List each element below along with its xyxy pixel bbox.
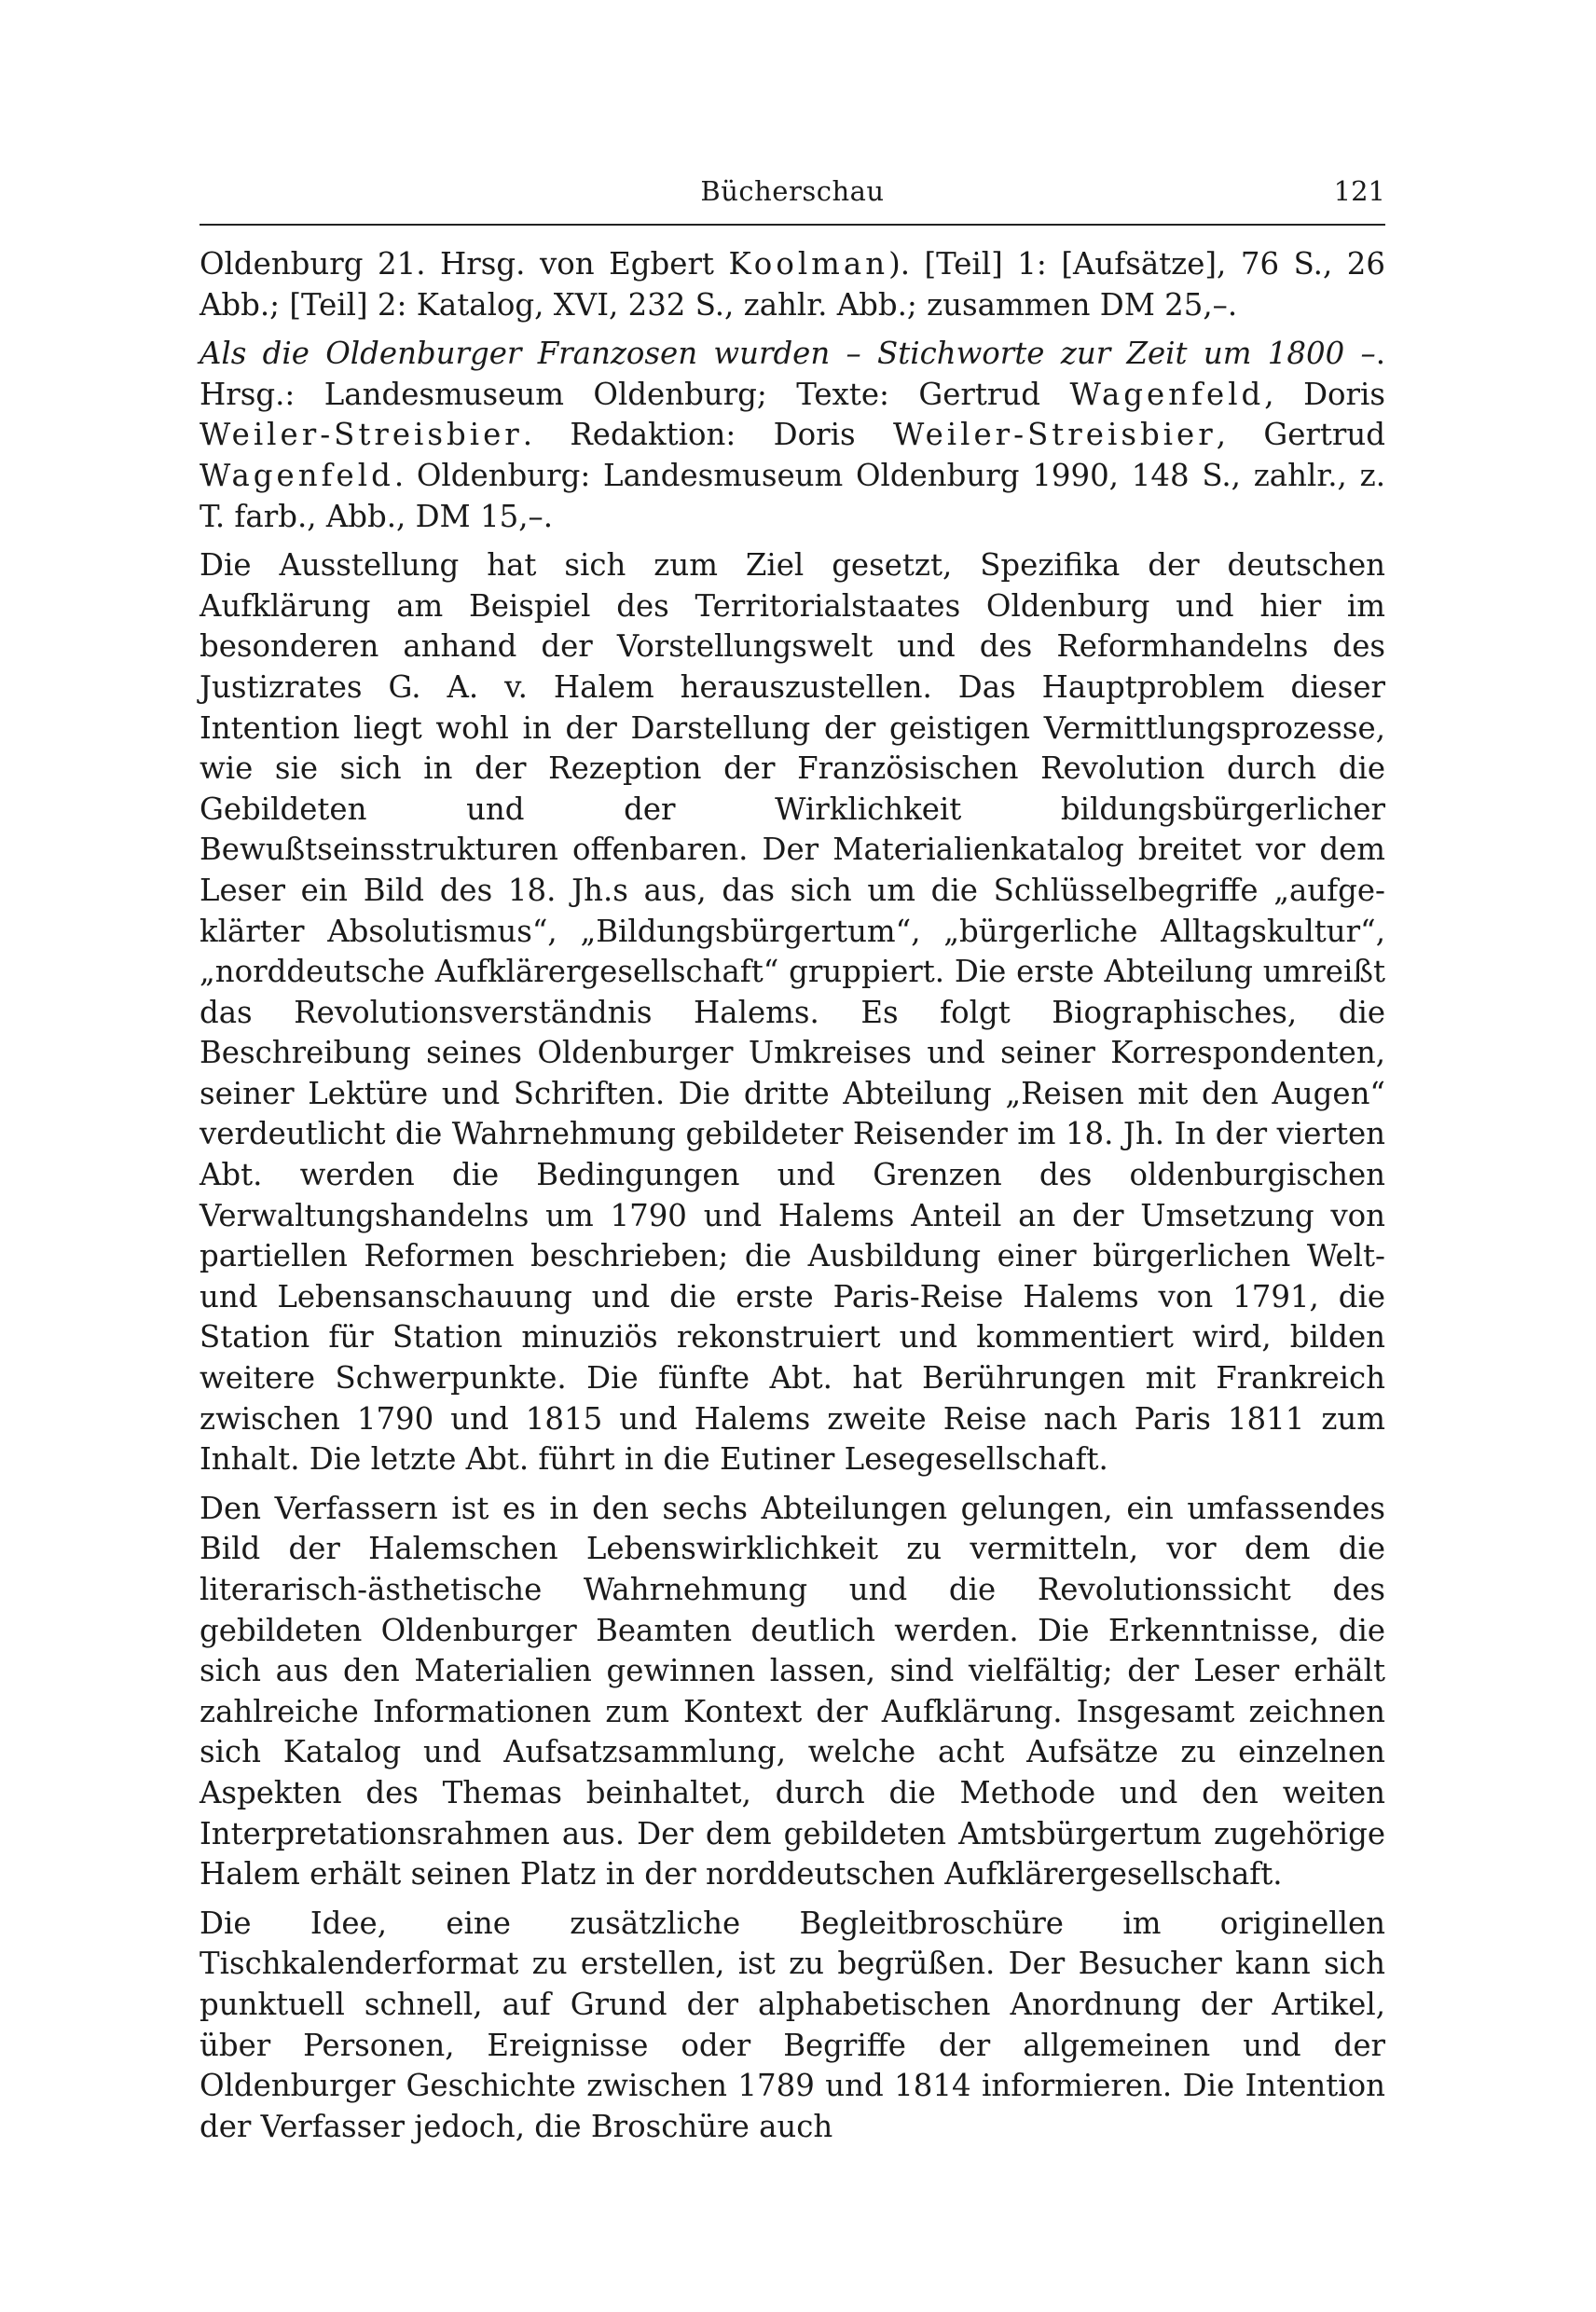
bib2-text-5: . Oldenburg: Landesmuseum Oldenburg 1990, 148 S., zahlr., z. T. farb., Abb., DM 15,–.	[200, 457, 1385, 534]
running-header	[200, 173, 1385, 218]
bib2-editor-1: Weiler-Streisbier	[892, 417, 1217, 453]
bibliographic-entry-2	[200, 334, 1385, 537]
bib2-title: Als die Oldenburger Franzosen wurden – Stichworte zur Zeit um 1800 –	[200, 336, 1376, 372]
bib1-editor: Koolman	[728, 246, 889, 282]
bib2-editor-2: Wagenfeld	[200, 457, 394, 493]
bib2-text-4: , Gertrud	[1216, 417, 1385, 453]
bib1-text-2: ). [Teil] 1: [Aufsätze], 76 S., 26 Abb.; [Teil] 2: Katalog, XVI, 232 S., zahlr. Abb.; zusammen DM 25,–.	[200, 246, 1385, 323]
bib1-text-1: Oldenburg 21. Hrsg. von Egbert	[200, 246, 729, 282]
bib2-author-2: Weiler-Streisbier	[200, 417, 523, 453]
page-number: 121	[1333, 175, 1385, 207]
bib2-text-2: , Doris	[1264, 376, 1386, 412]
bibliographic-entry-1	[200, 244, 1385, 325]
review-paragraph-1: Die Ausstellung hat sich zum Ziel gesetzt, Spezifika der deutschen Aufklärung am Beispiel des Territorialstaates Oldenburg und hier im besonderen anhand der Vorstellungswelt und des Reformhandelns des Justizrates G. A. v. Halem herauszustellen. Das Hauptproblem dieser Intention liegt wohl in der Darstellung der geistigen Vermittlungsprozesse, wie sie sich in der Rezeption der Französischen Revolution durch die Gebildeten und der Wirklichkeit bildungsbürgerlicher Bewußtseinsstrukturen offenbaren. Der Materialienkatalog breitet vor dem Leser ein Bild des 18. Jh.s aus, das sich um die Schlüsselbegriffe „aufgeklärter Absolutismus“, „Bildungsbürgertum“, „bürgerliche Alltagskultur“, „norddeutsche Aufklärergesellschaft“ gruppiert. Die erste Abteilung umreißt das Revolutionsverständnis Halems. Es folgt Biographisches, die Beschreibung seines Oldenburger Umkreises und seiner Korrespondenten, seiner Lektüre und Schriften. Die dritte Abteilung „Reisen mit den Augen“ verdeutlicht die Wahrnehmung gebildeter Reisender im 18. Jh. In der vierten Abt. werden die Bedingungen und Grenzen des oldenburgischen Verwaltungshandelns um 1790 und Halems Anteil an der Umsetzung von partiellen Reformen beschrieben; die Ausbildung einer bürgerlichen Welt- und Lebensanschauung und die erste Paris-Reise Halems von 1791, die Station für Station minuziös rekonstruiert und kommentiert wird, bilden weitere Schwerpunkte. Die fünfte Abt. hat Berührungen mit Frankreich zwischen 1790 und 1815 und Halems zweite Reise nach Paris 1811 zum Inhalt. Die letzte Abt. führt in die Eutiner Lesegesellschaft.	[200, 547, 1385, 1478]
bib2-text-1: . Hrsg.: Landesmuseum Oldenburg; Texte: Gertrud	[200, 336, 1385, 412]
running-title: Bücherschau	[700, 175, 885, 207]
bib2-author-1: Wagenfeld	[1069, 376, 1265, 412]
review-paragraph-2: Den Verfassern ist es in den sechs Abteilungen gelungen, ein umfassendes Bild der Halemschen Lebenswirklichkeit zu vermitteln, vor dem die literarisch-ästhetische Wahrnehmung und die Revolutionssicht des gebildeten Oldenburger Beamten deutlich werden. Die Erkenntnisse, die sich aus den Materialien gewinnen lassen, sind vielfältig; der Leser erhält zahlreiche Informationen zum Kontext der Aufklärung. Insgesamt zeichnen sich Katalog und Aufsatzsammlung, welche acht Aufsätze zu einzelnen Aspekten des Themas beinhaltet, durch die Methode und den weiten Interpretationsrahmen aus. Der dem gebildeten Amtsbürgertum zugehörige Halem erhält seinen Platz in der norddeutschen Aufklärergesellschaft.	[200, 1490, 1385, 1892]
bib2-text-3: . Redaktion: Doris	[522, 417, 893, 453]
page-body	[200, 244, 1385, 2155]
header-rule	[200, 224, 1385, 226]
review-paragraph-3: Die Idee, eine zusätzliche Begleitbroschüre im originellen Tischkalenderformat zu erstellen, ist zu begrüßen. Der Besucher kann sich punktuell schnell, auf Grund der alphabetischen Anordnung der Artikel, über Personen, Ereignisse oder Begriffe der allgemeinen und der Oldenburger Geschichte zwischen 1789 und 1814 informieren. Die Intention der Verfasser jedoch, die Broschüre auch	[200, 1905, 1385, 2144]
